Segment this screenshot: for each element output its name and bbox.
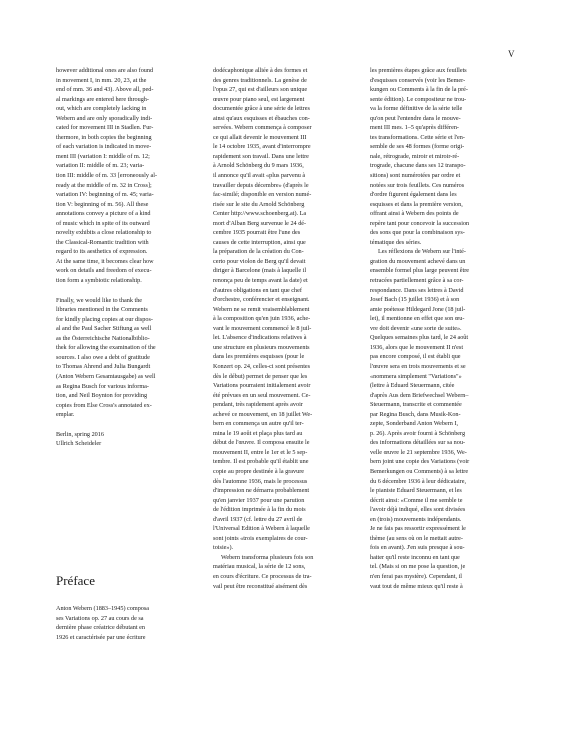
text-line: variation IV: beginning of m. 45; varia-	[56, 191, 154, 199]
text-line: n'en ferai pas mystère). Cependant, il	[370, 572, 463, 580]
text-line: of music which in spite of its outward	[56, 219, 150, 227]
text-line: tembre. Il est probable qu'il établit une	[213, 458, 309, 466]
text-line: d'esquisses conservés (voir les Bemer-	[370, 76, 466, 84]
text-line: dernière phase créatrice débutant en	[56, 624, 145, 632]
text-line: tion form a symbiotic relationship.	[56, 277, 142, 285]
text-line: il annonce qu'il avait «plus parvenu à	[213, 172, 306, 180]
text-line: Variations pourraient initialement avoir	[213, 382, 311, 390]
text-line: ainsi qu'aux esquisses et ébauches con-	[213, 114, 310, 122]
text-line: Steuermann, transcrite et commentée	[370, 401, 462, 409]
text-line: pendant, très rapidement après avoir	[213, 401, 303, 409]
text-line: nale, rétrograde, miroir et miroir-ré-	[370, 152, 460, 160]
text-line: thek for allowing the examination of the	[56, 344, 156, 352]
text-line: for kindly placing copies at our dispos-	[56, 315, 153, 323]
text-line: les premières étapes grâce aux feuillets	[370, 67, 467, 74]
text-line: velle œuvre le 21 septembre 1936, We-	[370, 448, 467, 456]
text-line: notées sur trois feuillets. Ces numéros	[370, 181, 465, 189]
text-line: une structure en plusieurs mouvements	[213, 343, 310, 351]
text-line: let. L'absence d'indications relatives à	[213, 334, 307, 342]
section-heading: Préface	[56, 573, 95, 588]
text-line: At the same time, it becomes clear how	[56, 257, 154, 265]
text-line: Konzert op. 24, celles-ci sont présentes	[213, 362, 311, 370]
text-line: par Regina Busch, dans Musik-Kon-	[370, 410, 461, 418]
text-line: causes de cette interruption, ainsi que	[213, 238, 306, 246]
text-line: semble de ses 48 formes (forme origi-	[370, 143, 465, 151]
text-line: cembre 1935 pourrait être l'une des	[213, 229, 301, 237]
text-line: diriger à Barcelone (mais à laquelle il	[213, 267, 307, 275]
text-line: Les réflexions de Webern sur l'inté-	[378, 248, 466, 256]
text-line: travailler depuis décembre» (d'après le	[213, 181, 309, 189]
col1-paragraph-1	[56, 66, 204, 286]
text-line: al markings are entered here through-	[56, 95, 149, 103]
text-line: dès le début) permet de penser que les	[213, 372, 308, 380]
text-line: p. 26). Après avoir fourni à Schönberg	[370, 429, 466, 437]
text-line: trograde, chacune dans ses 12 transpo-	[370, 162, 466, 170]
text-line: vre doit devenir «une sorte de suite».	[370, 324, 462, 332]
text-line: as Regina Busch for various informa-	[56, 382, 149, 390]
text-line: tion, and Neil Boynton for providing	[56, 392, 148, 400]
text-line: sente édition). Le compositeur ne trou-	[370, 95, 467, 103]
text-line: été prévues en un seul mouvement. Ce-	[213, 391, 311, 399]
text-line: vaut tout de même mieux qu'il reste à	[370, 582, 463, 590]
text-line: œuvre pour piano seul, est largement	[213, 95, 305, 103]
text-line: let), il mentionne en effet que son œu-	[370, 315, 465, 323]
col3-paragraph-2	[370, 247, 512, 591]
text-line: mouvement II, entre le 1er et le 5 sep-	[213, 448, 308, 456]
text-line: bern en commença un autre qu'il ter-	[213, 420, 304, 428]
text-line: Bemerkungen ou Comments) à sa lettre	[370, 467, 469, 475]
text-line: however additional ones are also found	[56, 67, 154, 74]
text-line: (Anton Webern Gesamtausgabe) as well	[56, 372, 156, 380]
text-line: d'autres obligations en tant que chef	[213, 286, 302, 294]
text-line: fac-similé; disponible en version numé-	[213, 191, 312, 199]
col1-signature	[56, 430, 204, 449]
text-line: dès l'automne 1936, mais le processus	[213, 477, 308, 485]
text-line: Je ne fais pas ressortir expressément le	[370, 525, 466, 533]
text-line: servées. Webern commença à composer	[213, 124, 312, 132]
text-line: d'après Aus dem Briefwechsel Webern–	[370, 391, 469, 399]
text-line: rapidement son travail. Dans une lettre	[213, 152, 309, 160]
text-line: annotations convey a picture of a kind	[56, 210, 151, 218]
text-line: zepte, Sonderband Anton Webern I,	[370, 420, 459, 428]
text-line: des informations détaillées sur sa nou-	[370, 439, 466, 447]
text-line: work on details and freedom of execu-	[56, 267, 152, 275]
text-line: tes transformations. Cette série et l'en-	[370, 133, 465, 141]
text-line: sitions) sont numérotées par ordre et	[370, 172, 461, 180]
text-line: du 6 décembre 1936 à leur dédicataire,	[370, 477, 467, 485]
text-line: Center http://www.schoenberg.at). La	[213, 210, 307, 218]
text-line: haiter qu'il reste inconnu en tant que	[370, 553, 460, 561]
text-line: mort d'Alban Berg survenue le 24 dé-	[213, 219, 307, 227]
col1-paragraph-2	[56, 296, 204, 420]
text-line: esquisses et dans la première version,	[370, 200, 463, 208]
text-line: à Arnold Schönberg du 9 mars 1936,	[213, 162, 304, 170]
text-line: respondance. Dans ses lettres à David	[370, 286, 464, 294]
text-line: ses Variations op. 27 au cours de sa	[56, 614, 144, 622]
text-line: qu'en janvier 1937 pour une parution	[213, 496, 305, 504]
text-line: end of mm. 36 and 43). Above all, ped-	[56, 86, 154, 94]
text-line: «nommera simplement "Variations"»	[370, 372, 462, 380]
text-line: fois en avant). J'en suis presque à sou-	[370, 544, 465, 552]
text-line: Webern ne se remit vraisemblablement	[213, 305, 310, 313]
text-line: documentée grâce à une série de lettres	[213, 105, 310, 113]
text-line: copies from Else Cross's annotated ex-	[56, 401, 152, 409]
text-line: le 14 octobre 1935, avant d'interrompre	[213, 143, 311, 151]
text-line: ce qui allait devenir le mouvement III	[213, 133, 307, 141]
text-line: amie poétesse Hildegard Jone (18 juil-	[370, 305, 466, 313]
page-number: V	[508, 49, 515, 59]
text-line: d'orchestre, conférencier et enseignant.	[213, 296, 310, 304]
text-line: l'avoir déjà indiqué, elles sont divisées	[370, 506, 466, 514]
text-line: ment III (variation I: middle of m. 12;	[56, 152, 150, 160]
text-line: d'impression ne démarra probablement	[213, 487, 310, 495]
text-line: des genres traditionnels. La genèse de	[213, 76, 307, 84]
text-line: sont joints «trois exemplaires de cour-	[213, 534, 308, 542]
text-line: Webern transforma plusieurs fois son	[221, 553, 314, 561]
text-line: emplar.	[56, 411, 75, 419]
text-line: as the Österreichische Nationalbiblio-	[56, 334, 150, 342]
text-line: achevé ce mouvement, en 18 juillet We-	[213, 410, 313, 418]
column-2	[213, 66, 358, 591]
text-line: Berlin, spring 2016	[56, 430, 104, 438]
text-line: 1936, alors que le mouvement II n'est	[370, 343, 464, 351]
text-line: in movement I, in mm. 20, 23, at the	[56, 76, 147, 84]
text-line: ensemble formel plus large peuvent être	[370, 267, 470, 275]
text-line: tel. (Mais si on me pose la question, je	[370, 563, 466, 571]
text-line: (lettre à Eduard Steuermann, citée	[370, 382, 455, 390]
column-3	[370, 66, 512, 591]
text-line: Josef Bach (15 juillet 1936) et à son	[370, 296, 460, 304]
text-line: dodécaphonique alliée à des formes et	[213, 67, 308, 74]
text-line: copie au propre destinée à la gravure	[213, 467, 305, 475]
text-line: de l'édition imprimée à la fin du mois	[213, 506, 306, 514]
column-1	[56, 66, 204, 449]
text-line: tion III: middle of m. 33 [erroneously al-	[56, 172, 158, 180]
text-line: à la composition qu'en juin 1936, ache-	[213, 315, 311, 323]
text-line: ment III mes. 1–5 qu'après différen-	[370, 124, 459, 132]
text-line: le pianiste Eduard Steuermann, et les	[370, 487, 462, 495]
col3-paragraph-1	[370, 66, 512, 247]
text-line: bern joint une copie des Variations (voir	[370, 458, 470, 466]
text-line: tématique des séries.	[370, 238, 422, 246]
text-line: gration du mouvement achevé dans un	[370, 257, 466, 265]
text-line: va la forme définitive de la série telle	[370, 105, 463, 113]
text-line: début de l'œuvre. Il composa ensuite le	[213, 439, 310, 447]
text-line: Webern and are only sporadically indi-	[56, 114, 153, 122]
text-line: out, which are completely lacking in	[56, 105, 147, 113]
text-line: matériau musical, la série de 12 sons,	[213, 563, 306, 571]
text-line: Quelques semaines plus tard, le 24 août	[370, 334, 469, 342]
text-line: qu'on peut l'entendre dans le mouve-	[370, 114, 461, 122]
text-line: la préparation de la création du Con-	[213, 248, 304, 256]
text-line: dans les premières esquisses (pour le	[213, 353, 305, 361]
text-line: toisie»).	[213, 544, 234, 552]
text-line: kungen ou Comments à la fin de la pré-	[370, 86, 468, 94]
text-line: Anton Webern (1883–1945) composa	[56, 605, 150, 612]
text-line: the Classical-Romantic tradition with	[56, 238, 149, 246]
text-line: Finally, we would like to thank the	[56, 296, 143, 304]
text-line: d'ordre figurent également dans les	[370, 191, 457, 199]
text-line: retracées partiellement grâce à sa cor-	[370, 277, 464, 285]
text-line: mina le 19 août et plaça plus tard au	[213, 429, 303, 437]
text-line: of each variation is indicated in move-	[56, 143, 152, 151]
text-line: repère tant pour concevoir la succession	[370, 219, 470, 227]
text-line: thème (au sens où on le mettait autre-	[370, 534, 463, 542]
text-line: risée sur le site du Arnold Schönberg	[213, 200, 305, 208]
text-line: vail peut être reconstitué aisément dès	[213, 582, 308, 590]
text-line: libraries mentioned in the Comments	[56, 306, 148, 314]
text-line: renonça peu de temps avant la date) et	[213, 277, 308, 285]
text-line: vant le mouvement commencé le 8 juil-	[213, 324, 312, 332]
text-line: l'opus 27, qui est d'ailleurs son unique	[213, 86, 308, 94]
text-line: tion V: beginning of m. 56). All these	[56, 200, 149, 208]
text-line: l'œuvre sera en trois mouvements et se	[370, 362, 466, 370]
text-line: certo pour violon de Berg qu'il devait	[213, 257, 306, 265]
text-line: pas encore composé, il est établi que	[370, 353, 461, 361]
text-line: novelty exhibits a close relationship to	[56, 229, 152, 237]
text-line: thermore, in both copies the beginning	[56, 133, 152, 141]
text-line: en cours d'écriture. Ce processus de tra-	[213, 572, 312, 580]
text-line: cated for movement III in Stadlen. Fur-	[56, 124, 154, 132]
text-line: décrit ainsi: «Comme il me semble te	[370, 496, 463, 504]
text-line: en (trois) mouvements indépendants.	[370, 515, 462, 523]
column-1-lower	[56, 604, 204, 642]
text-line: 1926 et caractérisée par une écriture	[56, 633, 146, 641]
text-line: Ullrich Scheideler	[56, 440, 102, 448]
text-line: variation II: middle of m. 23; varia-	[56, 162, 145, 170]
text-line: l'Universal Edition à Webern à laquelle	[213, 525, 310, 533]
text-line: offrant ainsi à Webern des points de	[370, 210, 459, 218]
text-line: d'avril 1937 (cf. lettre du 27 avril de	[213, 515, 303, 523]
text-line: des sons que pour la combinaison sys-	[370, 229, 465, 237]
text-line: al and the Paul Sacher Stiftung as well	[56, 325, 152, 333]
col2-paragraph-1	[213, 66, 358, 553]
text-line: ready at the middle of m. 32 in Cross];	[56, 181, 152, 189]
text-line: sources. I also owe a debt of gratitude	[56, 353, 150, 361]
text-line: regard to its aesthetics of expression.	[56, 248, 148, 256]
text-line: to Thomas Ahrend and Julia Bungardt	[56, 363, 151, 371]
col2-paragraph-2	[213, 553, 358, 591]
